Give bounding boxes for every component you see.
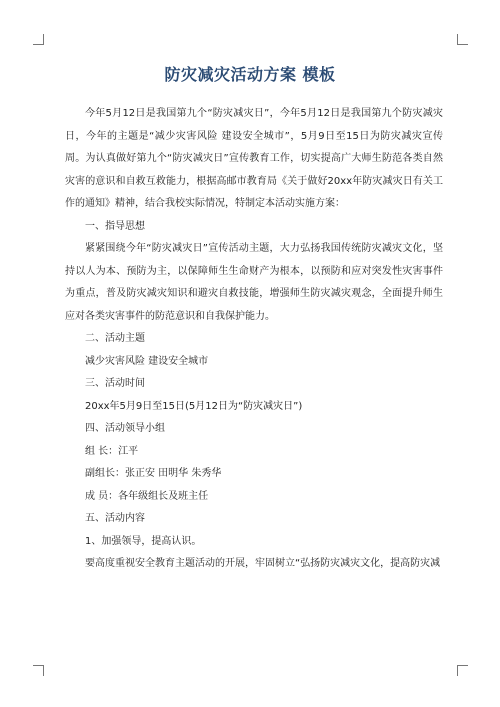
corner-mark-bottom-left [33, 665, 44, 676]
time-text: 20xx年5月9日至15日(5月12日为“防灾减灾日”) [85, 400, 303, 412]
corner-mark-bottom-right [457, 665, 468, 676]
content-item-1-paragraph: 要高度重视安全教育主题活动的开展，牢固树立“弘扬防灾减灾文化，提高防灾减 [85, 558, 441, 569]
content-item-1: 1、加强领导，提高认识。 [85, 535, 202, 547]
theme-text: 减少灾害风险 建设安全城市 [85, 355, 209, 367]
members-line: 成 员：各年级组长及班主任 [85, 490, 209, 502]
section-heading-content: 五、活动内容 [85, 513, 145, 524]
leader-line: 组 长：江平 [85, 445, 139, 457]
section-heading-guiding-ideology: 一、指导思想 [85, 220, 145, 232]
section-heading-leadership: 四、活动领导小组 [85, 423, 165, 434]
document-body [65, 103, 443, 576]
deputy-leader-line: 副组长：张正安 田明华 朱秀华 [85, 468, 222, 479]
intro-paragraph: 今年5月12日是我国第九个“防灾减灾日”，今年5月12日是我国第九个防灾减灾日，今年的主题是“减少灾害风险 建设安全城市”，5月9日至15日为防灾减灾宣传周。为认真做好第九个“防灾减灾日”宣传教育工作，切实提高广大师生防范各类自然灾害的意识和自救互救能力，根据高邮市教育局《关于做好20xx年防灾减灾日有关工作的通知》精神，结合我校实际情况，特制定本活动实施方案： [65, 108, 443, 209]
guiding-ideology-paragraph: 紧紧围绕今年“防灾减灾日”宣传活动主题，大力弘扬我国传统防灾减灾文化，坚持以人为本、预防为主，以保障师生生命财产为根本，以预防和应对突发性灾害事件为重点，普及防灾减灾知识和避灾自救技能，增强师生防灾减灾观念，全面提升师生应对各类灾害事件的防范意识和自我保护能力。 [65, 243, 443, 322]
section-heading-time: 三、活动时间 [85, 378, 145, 389]
document-title: 防灾减灾活动方案 模板 [164, 65, 336, 84]
corner-mark-top-left [33, 34, 44, 45]
corner-mark-top-right [457, 34, 468, 45]
section-heading-theme: 二、活动主题 [85, 333, 145, 344]
